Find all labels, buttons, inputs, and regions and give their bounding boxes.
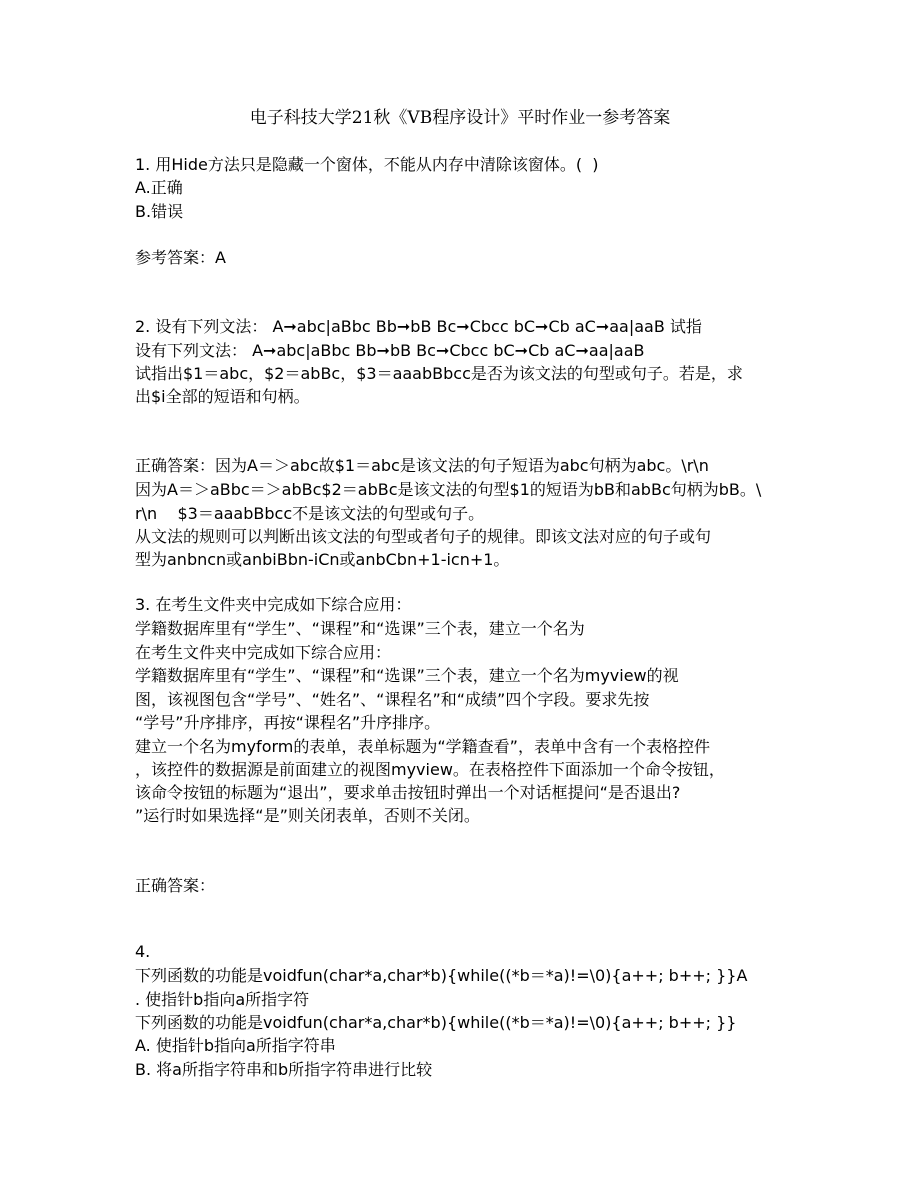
q2-answer-line: r\n $3＝aaabBbcc不是该文法的句型或句子。 (135, 504, 485, 523)
q4-option-a: A. 使指针b指向a所指字符串 (135, 1036, 336, 1055)
page-title: 电子科技大学21秋《VB程序设计》平时作业一参考答案 (249, 108, 671, 128)
q3-stem-line: 图，该视图包含“学号”、“姓名”、“课程名”和“成绩”四个字段。要求先按 (135, 690, 650, 709)
q4-option-b: B. 将a所指字符串和b所指字符串进行比较 (135, 1060, 433, 1079)
q2-answer-line: 型为anbncn或anbiBbn-iCn或anbCbn+1-icn+1。 (135, 550, 510, 569)
q3-answer: 正确答案： (135, 876, 216, 895)
q3-stem-line: 该命令按钮的标题为“退出”，要求单击按钮时弹出一个对话框提问“是否退出? (135, 783, 681, 802)
q1-option-b: B.错误 (135, 202, 184, 221)
q3-stem-line: ，该控件的数据源是前面建立的视图myview。在表格控件下面添加一个命令按钮， (135, 760, 725, 779)
q2-answer-line: 因为A＝＞aBbc＝＞abBc$2＝abBc是该文法的句型$1的短语为bB和abBc句柄为bB。\ (135, 480, 762, 499)
q1-answer: 参考答案：A (135, 248, 226, 267)
q4-stem-line: 下列函数的功能是voidfun(char*a,char*b){while((*b＝*a)!=\0){a++; b++; }} (135, 1013, 737, 1032)
q4-stem: 下列函数的功能是voidfun(char*a,char*b){while((*b＝*a)!=\0){a++; b++; }}A (135, 966, 748, 985)
q2-stem-line: 设有下列文法： A➞abc|aBbc Bb➞bB Bc➞Cbcc bC➞Cb aC➞aa|aaB (135, 341, 645, 360)
q3-stem-line: 学籍数据库里有“学生”、“课程”和“选课”三个表，建立一个名为myview的视 (135, 666, 679, 685)
q3-stem-line: “学号”升序排序，再按“课程名”升序排序。 (135, 713, 441, 732)
q3-stem-line: 学籍数据库里有“学生”、“课程”和“选课”三个表，建立一个名为 (135, 619, 585, 638)
q3-stem-line: 建立一个名为myform的表单，表单标题为“学籍查看”，表单中含有一个表格控件 (135, 737, 710, 756)
q3-stem: 3. 在考生文件夹中完成如下综合应用： (135, 595, 412, 614)
q3-stem-line: ”运行时如果选择“是”则关闭表单，否则不关闭。 (135, 806, 480, 825)
q4-number: 4. (135, 942, 151, 961)
q3-stem-line: 在考生文件夹中完成如下综合应用： (135, 643, 392, 662)
q4-stem-line: . 使指针b指向a所指字符 (135, 990, 310, 1009)
q2-answer: 正确答案：因为A＝＞abc故$1＝abc是该文法的句子短语为abc句柄为abc。\r\n (135, 456, 709, 475)
q2-stem: 2. 设有下列文法： A➞abc|aBbc Bb➞bB Bc➞Cbcc bC➞Cb aC➞aa|aaB 试指 (135, 317, 702, 336)
q1-stem: 1. 用Hide方法只是隐藏一个窗体，不能从内存中清除该窗体。( ) (135, 155, 599, 174)
q2-stem-line: 试指出$1＝abc，$2＝abBc，$3＝aaabBbcc是否为该文法的句型或句子。若是，求 (135, 364, 743, 383)
q2-stem-line: 出$i全部的短语和句柄。 (135, 387, 310, 406)
q2-answer-line: 从文法的规则可以判断出该文法的句型或者句子的规律。即该文法对应的句子或句 (135, 527, 712, 546)
q1-option-a: A.正确 (135, 178, 183, 197)
